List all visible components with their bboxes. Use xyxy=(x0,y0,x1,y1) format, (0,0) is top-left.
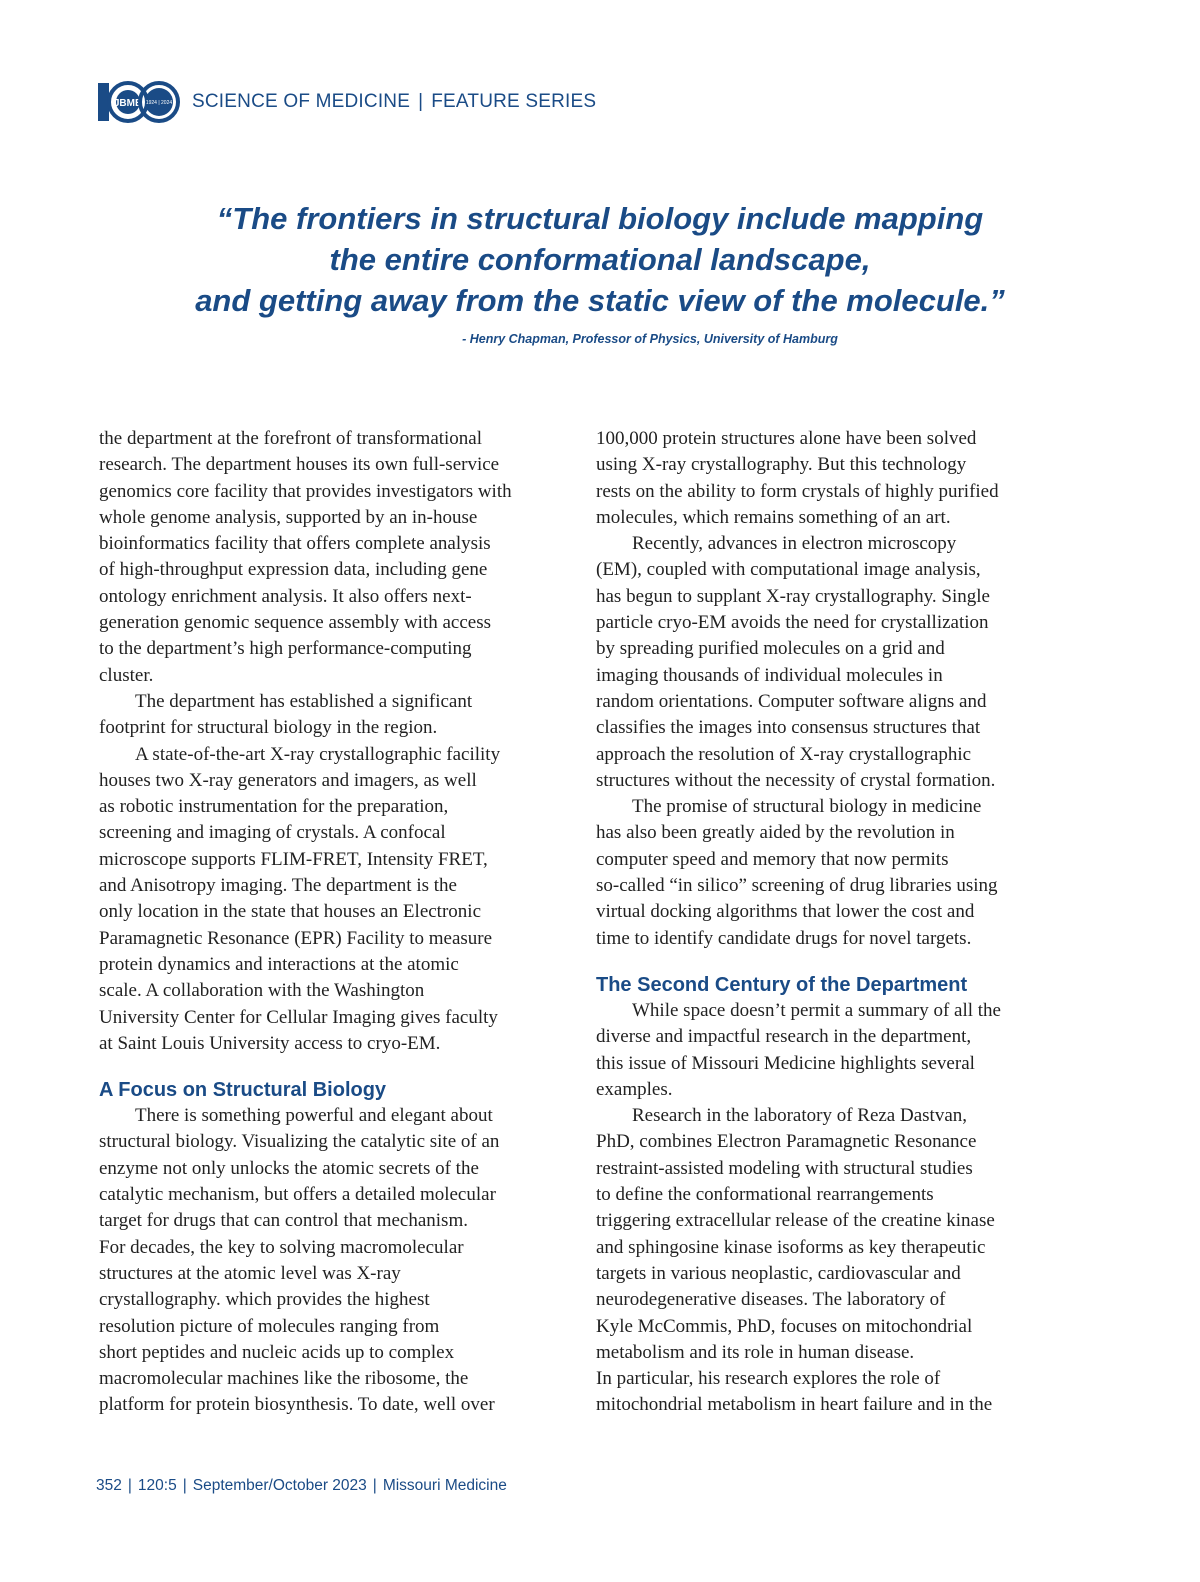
body-text-line: neurodegenerative diseases. The laboratory of xyxy=(596,1289,946,1311)
body-text-line: diverse and impactful research in the department, xyxy=(596,1026,972,1048)
body-text-line: as robotic instrumentation for the preparation, xyxy=(99,796,449,818)
body-text-line: research. The department houses its own full-service xyxy=(99,454,500,476)
body-text-line: short peptides and nucleic acids up to complex xyxy=(99,1341,455,1363)
body-text-line: There is something powerful and elegant about xyxy=(135,1105,493,1127)
footer-separator: | xyxy=(372,1477,377,1494)
footer-separator: | xyxy=(182,1477,187,1494)
logo-text: JBMB xyxy=(113,98,143,109)
pull-quote-line: and getting away from the static view of the molecule.” xyxy=(195,283,1005,318)
header-section: SCIENCE OF MEDICINE xyxy=(192,91,411,112)
body-text-line: has also been greatly aided by the revolution in xyxy=(596,822,955,844)
body-text-line: structural biology. Visualizing the catalytic site of an xyxy=(99,1131,500,1153)
body-text-line: While space doesn’t permit a summary of all the xyxy=(632,999,1001,1021)
body-text-line: cluster. xyxy=(99,664,154,686)
body-text-line: to the department’s high performance-computing xyxy=(99,638,472,660)
body-text-line: catalytic mechanism, but offers a detailed molecular xyxy=(99,1184,496,1206)
page-footer xyxy=(96,1477,507,1495)
body-text-line: Paramagnetic Resonance (EPR) Facility to measure xyxy=(99,927,493,949)
body-text-line: only location in the state that houses an Electronic xyxy=(99,901,482,923)
body-text-line: and Anisotropy imaging. The department is the xyxy=(99,875,457,897)
body-text-line: Recently, advances in electron microscopy xyxy=(632,533,957,555)
body-text-line: metabolism and its role in human disease. xyxy=(596,1341,915,1363)
logo-years: 1924 | 2024 xyxy=(145,100,173,106)
body-text-line: targets in various neoplastic, cardiovascular and xyxy=(596,1262,961,1284)
body-text-line: computer speed and memory that now permits xyxy=(596,848,949,870)
pull-quote xyxy=(60,198,1140,321)
body-text-line: virtual docking algorithms that lower the cost and xyxy=(596,901,975,923)
body-text-line: the department at the forefront of transformational xyxy=(99,428,483,449)
body-text-line: approach the resolution of X-ray crystallographic xyxy=(596,743,972,765)
body-text-line: classifies the images into consensus structures that xyxy=(596,717,981,739)
body-text-line: of high-throughput expression data, including gene xyxy=(99,559,488,581)
body-text-line: footprint for structural biology in the region. xyxy=(99,717,438,739)
body-text-line: using X-ray crystallography. But this technology xyxy=(596,454,967,476)
body-text-line: PhD, combines Electron Paramagnetic Resonance xyxy=(596,1131,977,1153)
body-text-line: (EM), coupled with computational image analysis, xyxy=(596,559,981,581)
body-text-line: imaging thousands of individual molecules in xyxy=(596,664,943,686)
body-text-line: The promise of structural biology in medicine xyxy=(632,796,982,818)
pull-quote-line: the entire conformational landscape, xyxy=(329,242,871,277)
body-text-line: 100,000 protein structures alone have been solved xyxy=(596,428,977,449)
body-text-line: macromolecular machines like the ribosome, the xyxy=(99,1368,469,1390)
body-text-line: In particular, his research explores the role of xyxy=(596,1368,941,1390)
page-header xyxy=(98,80,596,124)
header-title xyxy=(192,91,596,113)
footer-separator: | xyxy=(127,1477,132,1494)
body-text-line: Kyle McCommis, PhD, focuses on mitochondrial xyxy=(596,1315,973,1337)
body-text-line: generation genomic sequence assembly with access xyxy=(99,612,491,634)
body-text-line: bioinformatics facility that offers complete analysis xyxy=(99,533,491,555)
body-text-line: to define the conformational rearrangements xyxy=(596,1184,934,1206)
header-separator: | xyxy=(418,91,424,112)
body-text-line: enzyme not only unlocks the atomic secrets of the xyxy=(99,1157,479,1179)
body-text-line: whole genome analysis, supported by an in-house xyxy=(99,506,478,528)
body-text-line: particle cryo-EM avoids the need for crystallization xyxy=(596,612,989,634)
body-text-line: genomics core facility that provides investigators with xyxy=(99,480,512,502)
body-text-line: so-called “in silico” screening of drug libraries using xyxy=(596,875,998,897)
body-text-line: microscope supports FLIM-FRET, Intensity FRET, xyxy=(99,848,488,870)
left-column xyxy=(99,426,569,1419)
body-text-line: platform for protein biosynthesis. To date, well over xyxy=(99,1394,495,1416)
right-column xyxy=(596,426,1061,1419)
section-heading: The Second Century of the Department xyxy=(596,973,968,996)
body-text-line: examples. xyxy=(596,1078,673,1100)
body-text-line: at Saint Louis University access to cryo-EM. xyxy=(99,1032,441,1054)
volume-issue: 120:5 xyxy=(137,1477,177,1494)
issue-date: September/October 2023 xyxy=(192,1477,367,1494)
body-text-line: resolution picture of molecules ranging from xyxy=(99,1315,440,1337)
page-number: 352 xyxy=(96,1477,122,1494)
body-text-line: crystallography. which provides the highest xyxy=(99,1289,430,1311)
body-text-line: structures without the necessity of crystal formation. xyxy=(596,769,996,791)
pull-quote-line: “The frontiers in structural biology include mapping xyxy=(216,201,984,236)
body-text-line: mitochondrial metabolism in heart failure and in the xyxy=(596,1394,993,1416)
centennial-logo-icon xyxy=(98,80,180,124)
quote-attribution: - Henry Chapman, Professor of Physics, University of Hamburg xyxy=(462,332,838,346)
body-text-line: rests on the ability to form crystals of highly purified xyxy=(596,480,999,502)
body-text-line: For decades, the key to solving macromolecular xyxy=(99,1236,464,1258)
body-text-line: restraint-assisted modeling with structural studies xyxy=(596,1157,973,1179)
body-text-line: ontology enrichment analysis. It also offers next- xyxy=(99,585,472,607)
body-text-line: Research in the laboratory of Reza Dastvan, xyxy=(632,1105,968,1127)
body-text-line: screening and imaging of crystals. A confocal xyxy=(99,822,446,844)
body-text-line: houses two X-ray generators and imagers, as well xyxy=(99,769,477,791)
body-text-line: triggering extracellular release of the creatine kinase xyxy=(596,1210,995,1232)
body-text-line: molecules, which remains something of an art. xyxy=(596,506,951,528)
body-text-line: structures at the atomic level was X-ray xyxy=(99,1262,401,1284)
body-text-line: scale. A collaboration with the Washington xyxy=(99,980,425,1002)
body-text-line: time to identify candidate drugs for novel targets. xyxy=(596,927,972,949)
body-text-line: and sphingosine kinase isoforms as key therapeutic xyxy=(596,1236,986,1258)
section-heading: A Focus on Structural Biology xyxy=(99,1079,387,1102)
body-text-line: this issue of Missouri Medicine highlights several xyxy=(596,1052,975,1074)
body-text-line: University Center for Cellular Imaging gives faculty xyxy=(99,1006,498,1028)
body-text-line: A state-of-the-art X-ray crystallographic facility xyxy=(135,743,501,765)
body-text-line: The department has established a significant xyxy=(135,690,473,712)
body-text-line: random orientations. Computer software aligns and xyxy=(596,690,987,712)
body-text-line: by spreading purified molecules on a grid and xyxy=(596,638,945,660)
header-series: FEATURE SERIES xyxy=(431,91,597,112)
body-text-line: has begun to supplant X-ray crystallography. Single xyxy=(596,585,990,607)
body-text-line: target for drugs that can control that mechanism. xyxy=(99,1210,468,1232)
journal-name: Missouri Medicine xyxy=(382,1477,507,1494)
body-text-line: protein dynamics and interactions at the atomic xyxy=(99,953,459,975)
